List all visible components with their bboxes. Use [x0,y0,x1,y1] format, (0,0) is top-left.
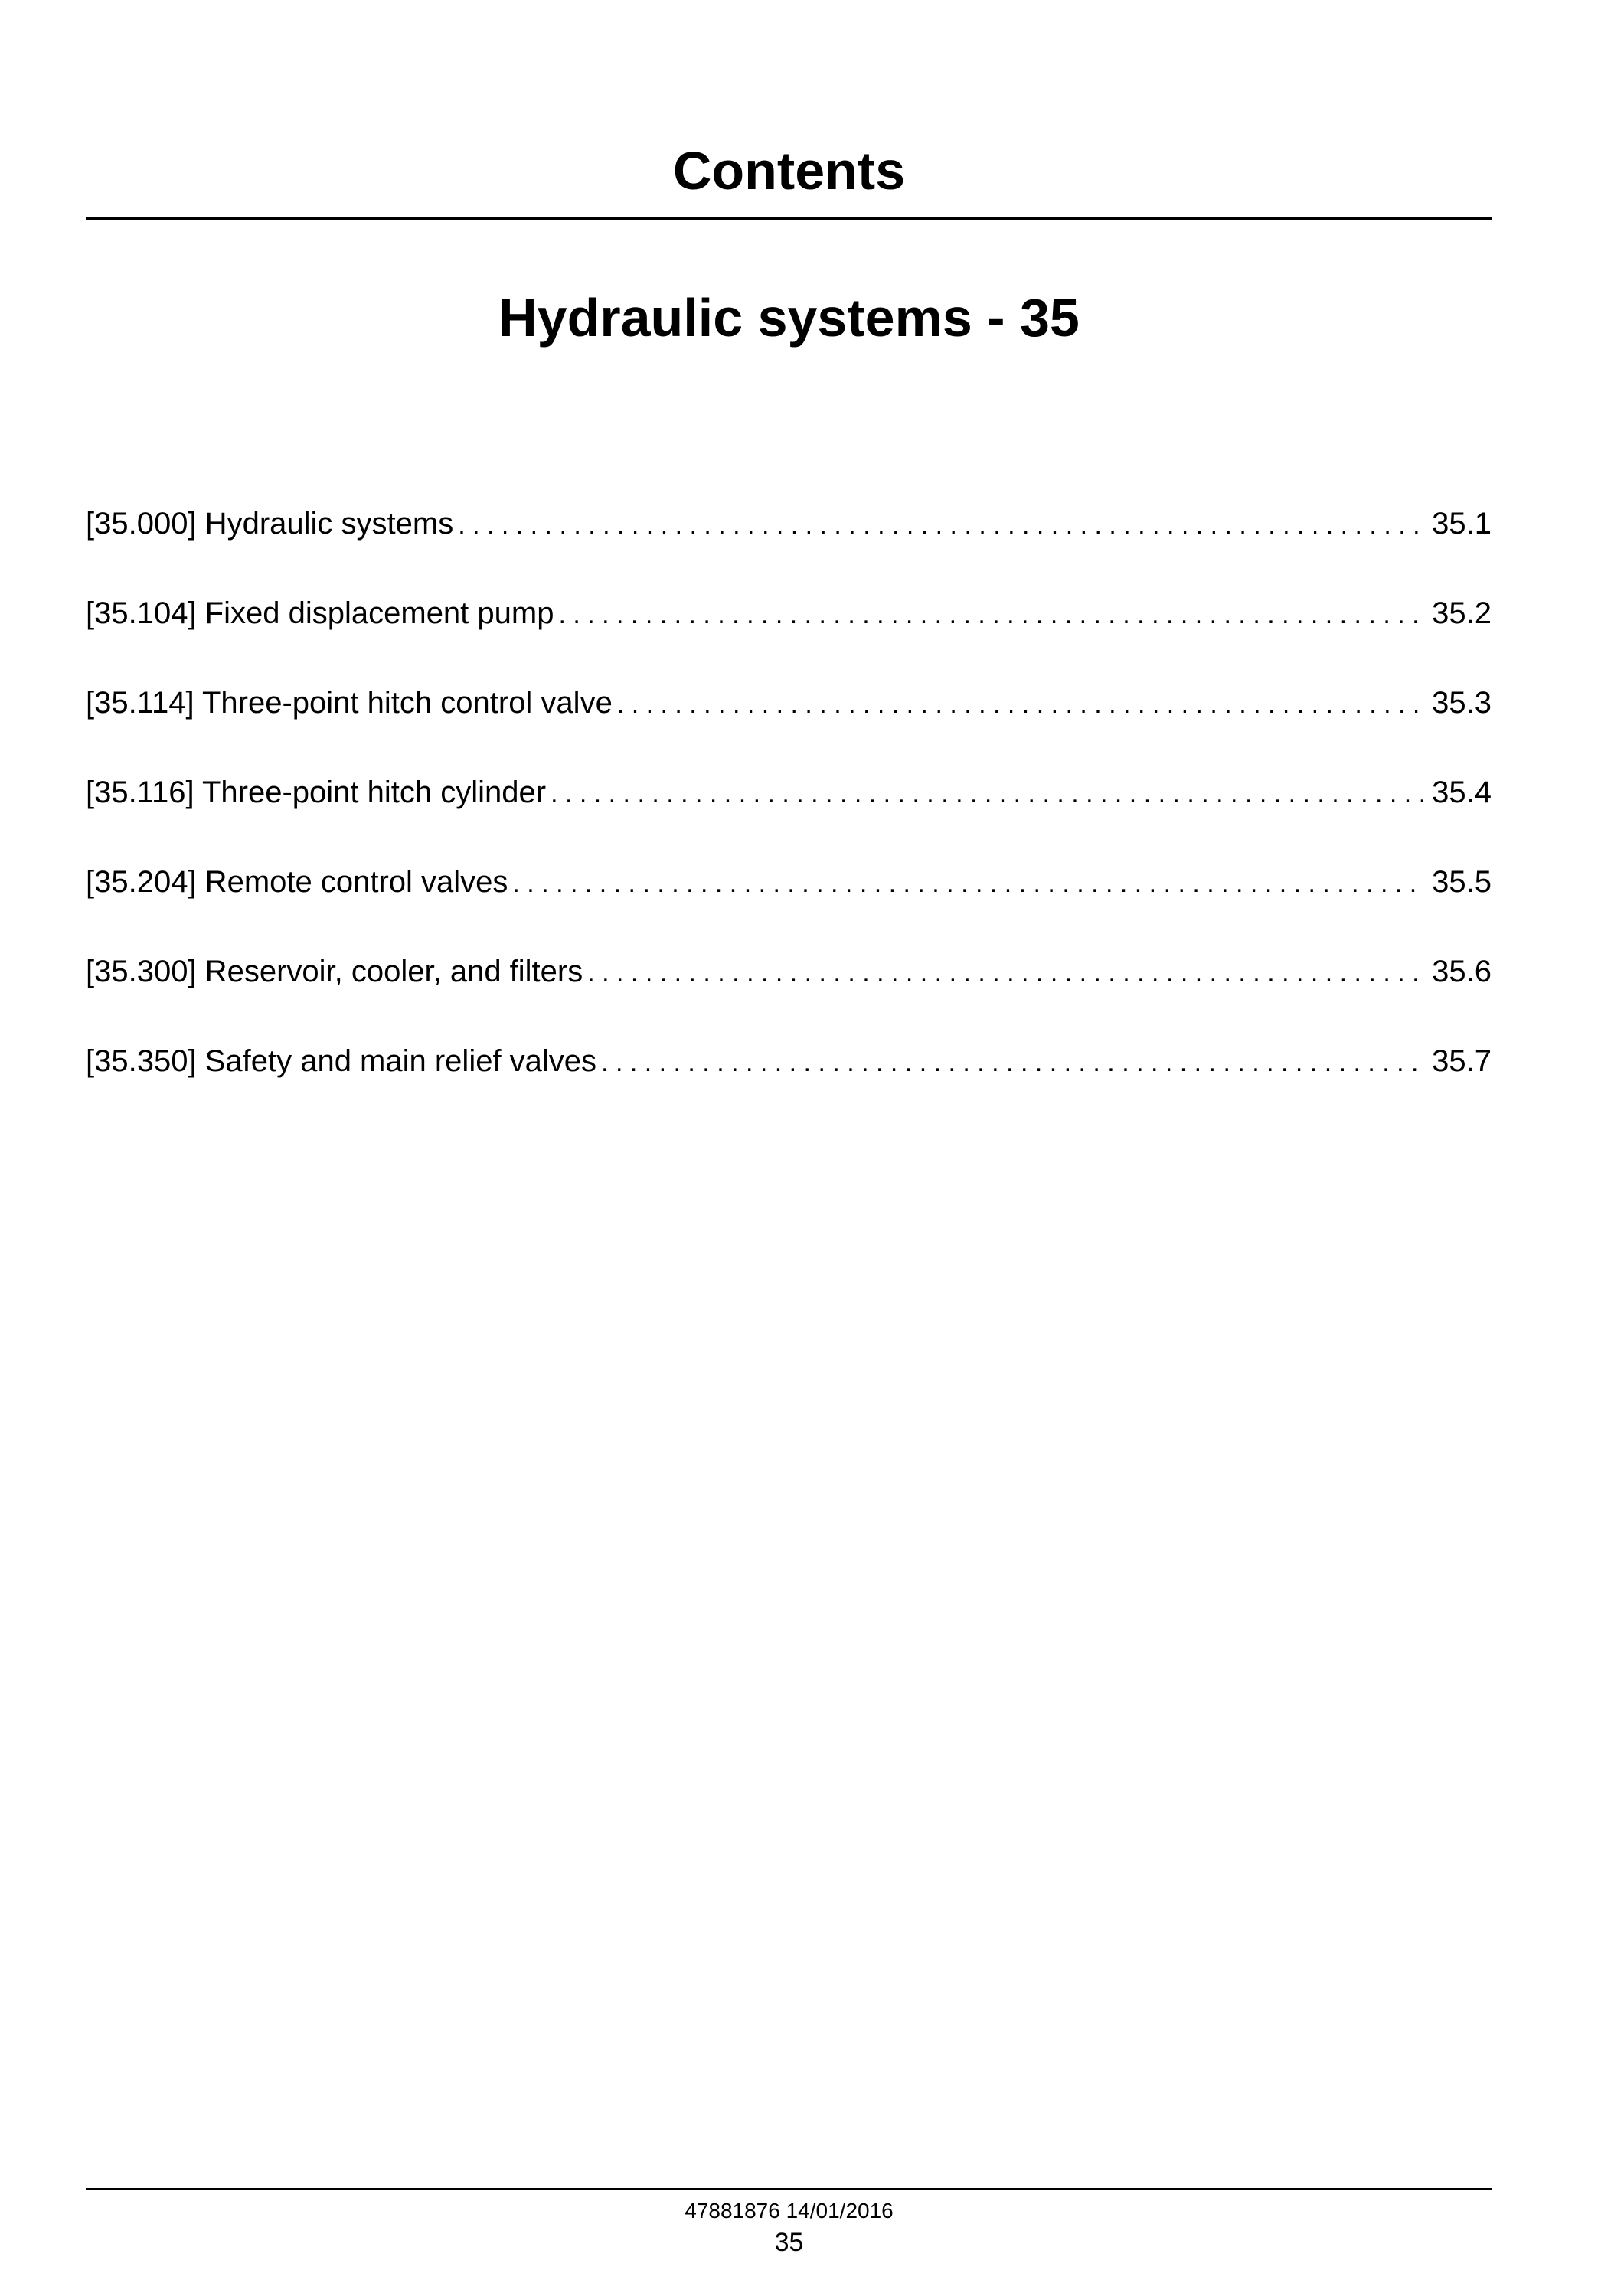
toc-dot-leader [601,1040,1424,1086]
toc-dot-leader [558,592,1424,638]
toc-entry-label: [35.114] Three-point hitch control valve [86,686,613,720]
toc-entry-label: [35.300] Reservoir, cooler, and filters [86,955,583,988]
toc-entry-page: 35.7 [1432,1044,1492,1078]
toc-entry[interactable] [86,949,1492,1038]
footer-divider [86,2188,1492,2190]
toc-entry-page: 35.3 [1432,686,1492,720]
toc-entry-page: 35.1 [1432,507,1492,541]
toc-dot-leader [617,681,1424,727]
toc-entry[interactable] [86,769,1492,859]
footer-doc-reference: 47881876 14/01/2016 [685,2199,894,2223]
footer-page-number: 35 [774,2228,804,2257]
toc-entry-page: 35.6 [1432,955,1492,988]
header-divider [86,217,1492,220]
toc-dot-leader [512,861,1424,906]
toc-entry-page: 35.4 [1432,776,1492,809]
toc-entry-label: [35.116] Three-point hitch cylinder [86,776,547,809]
toc-entry-label: [35.000] Hydraulic systems [86,507,454,541]
toc-entry-page: 35.5 [1432,865,1492,899]
toc-entry-label: [35.350] Safety and main relief valves [86,1044,597,1078]
toc-entry[interactable] [86,859,1492,949]
toc-entry-page: 35.2 [1432,596,1492,630]
toc-entry-label: [35.104] Fixed displacement pump [86,596,554,630]
toc-entry[interactable] [86,501,1492,590]
table-of-contents [86,501,1492,1128]
toc-entry[interactable] [86,1038,1492,1128]
toc-entry-label: [35.204] Remote control valves [86,865,508,899]
toc-dot-leader [458,502,1424,548]
toc-entry[interactable] [86,680,1492,769]
page-title: Contents [672,141,906,201]
toc-entry[interactable] [86,590,1492,680]
toc-dot-leader [587,950,1424,996]
section-title: Hydraulic systems - 35 [498,288,1080,348]
toc-dot-leader [551,771,1424,817]
